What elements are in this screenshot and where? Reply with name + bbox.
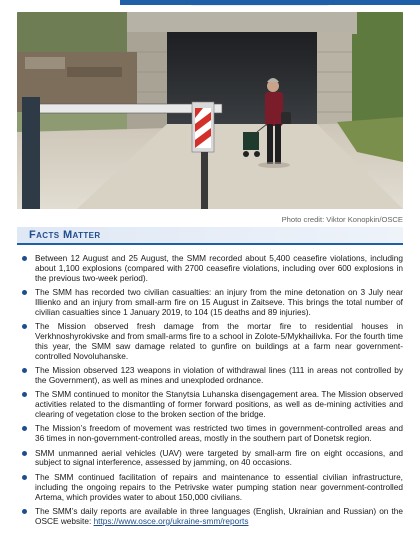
list-item xyxy=(17,449,403,469)
list-item xyxy=(17,473,403,502)
section-underline xyxy=(17,243,403,245)
header-strip xyxy=(0,0,420,12)
bullet-icon xyxy=(22,426,27,431)
list-item-text: Between 12 August and 25 August, the SMM recorded about 5,400 ceasefire violations, including about 1,100 explosions (compared with 2700 ceasefire violations, including over 600 explosions in the previous two-week period). xyxy=(35,253,403,283)
osce-reports-link[interactable]: https://www.osce.org/ukraine-smm/reports xyxy=(93,515,249,526)
list-item-text: The Mission observed 123 weapons in violation of withdrawal lines (111 in areas not controlled by the Government), as well as mines and unexploded ordnance. xyxy=(35,365,403,385)
list-item xyxy=(17,424,403,444)
facts-list xyxy=(17,254,403,531)
list-item-text: The SMM continued to monitor the Stanytsia Luhanska disengagement area. The Mission observed activities related to the dismantling of former forward positions, as well as de-mining activities and clearing of vegetation close to the broken section of the bridge. xyxy=(35,389,403,419)
list-item xyxy=(17,507,403,527)
bullet-icon xyxy=(22,475,27,480)
list-item-text: SMM unmanned aerial vehicles (UAV) were targeted by small-arm fire on eight occasions, and subject to signal interference, assessed by jamming, on 40 occasions. xyxy=(35,447,403,468)
list-item xyxy=(17,322,403,361)
list-item-text: The SMM’s daily reports are available in three languages (English, Ukrainian and Russian) on the OSCE website: xyxy=(35,506,403,526)
list-item-text: The SMM continued facilitation of repairs and maintenance to essential civilian infrastructure, including the ongoing repairs to the Petrivske water pumping station near government-controlled Artema, which provides water to about 150,000 civilians. xyxy=(35,471,403,502)
bullet-icon xyxy=(22,256,27,261)
section-header xyxy=(17,227,403,245)
bullet-icon xyxy=(22,290,27,295)
bullet-icon xyxy=(22,324,27,329)
section-title: Facts Matter xyxy=(29,229,101,241)
list-item-text: The Mission observed fresh damage from the mortar fire to residential houses in Verkhnoshyrokivske and from small-arms fire to a school in Zolote-5/Mykhailivka. For the fourth time this year, the SMM saw damage related to gunfire on buildings at a farm near government-controlled Novoluhanske. xyxy=(35,321,403,361)
list-item xyxy=(17,390,403,419)
header-accent-bar xyxy=(120,0,420,5)
bullet-icon xyxy=(22,509,27,514)
list-item xyxy=(17,254,403,283)
list-item-text: The Mission’s freedom of movement was restricted two times in government-controlled areas and 36 times in non-government-controlled areas, mostly in the southern part of Donetsk region. xyxy=(35,423,403,444)
bullet-icon xyxy=(22,392,27,397)
photo-illustration xyxy=(17,12,403,209)
list-item-text: The SMM has recorded two civilian casualties: an injury from the mine detonation on 3 July near Illienko and an injury from small-arm fire on 15 August in Zaitseve. This brings the total number of civilian casualties since 1 January 2019, to 104 (15 deaths and 89 injuries). xyxy=(35,287,403,317)
cover-photo xyxy=(17,12,403,209)
list-item xyxy=(17,366,403,386)
list-item xyxy=(17,288,403,317)
bullet-icon xyxy=(22,368,27,373)
photo-credit: Photo credit: Viktor Konopkin/OSCE xyxy=(281,215,403,224)
bullet-icon xyxy=(22,451,27,456)
